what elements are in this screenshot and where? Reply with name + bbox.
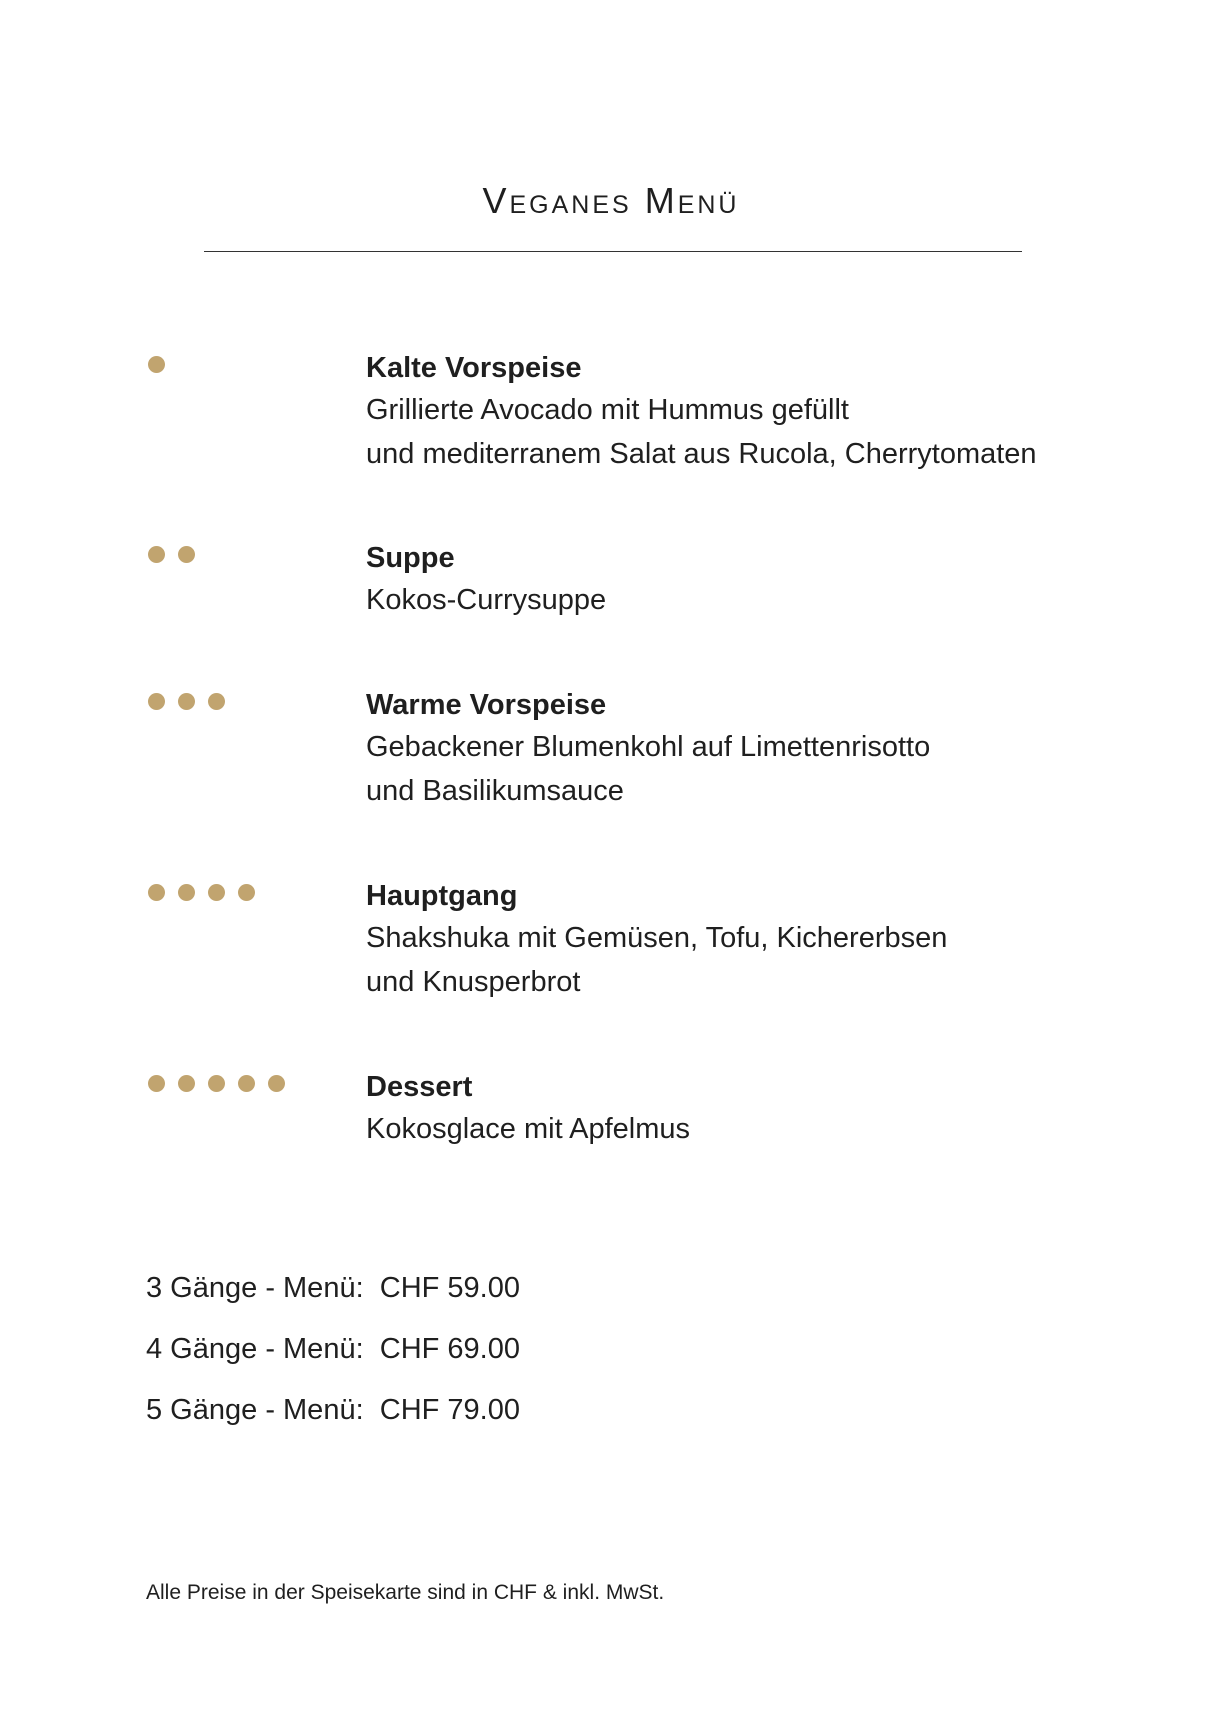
course-dots (148, 884, 255, 901)
dot-icon (238, 1075, 255, 1092)
dot-icon (178, 884, 195, 901)
price-value: CHF 69.00 (379, 1333, 520, 1365)
price-label: 5 Gänge - Menü: (146, 1394, 364, 1426)
course-name: Suppe (366, 542, 455, 574)
price-value: CHF 59.00 (379, 1272, 520, 1304)
price-label: 3 Gänge - Menü: (146, 1272, 364, 1304)
course-description-line: und Basilikumsauce (366, 775, 624, 807)
course-description-line: Kokosglace mit Apfelmus (366, 1113, 690, 1145)
dot-icon (148, 546, 165, 563)
course-dots (148, 693, 225, 710)
title-divider (204, 251, 1022, 252)
course-name: Dessert (366, 1071, 473, 1103)
course-description-line: Shakshuka mit Gemüsen, Tofu, Kichererbsen (366, 922, 948, 954)
menu-title: Veganes Menü (482, 180, 740, 221)
course-dots (148, 356, 165, 373)
price-row (146, 1268, 520, 1329)
dot-icon (148, 693, 165, 710)
price-list (146, 1268, 520, 1451)
course-name: Hauptgang (366, 880, 518, 912)
course-description-line: Gebackener Blumenkohl auf Limettenrisotto (366, 731, 931, 763)
dot-icon (268, 1075, 285, 1092)
dot-icon (178, 1075, 195, 1092)
course-name: Warme Vorspeise (366, 689, 607, 721)
course-description-line: Kokos-Currysuppe (366, 584, 607, 616)
course-description-line: Grillierte Avocado mit Hummus gefüllt (366, 394, 849, 426)
dot-icon (178, 693, 195, 710)
dot-icon (238, 884, 255, 901)
dot-icon (148, 356, 165, 373)
dot-icon (208, 693, 225, 710)
course-description-line: und Knusperbrot (366, 966, 581, 998)
course-description-line: und mediterranem Salat aus Rucola, Cherrytomaten (366, 438, 1037, 470)
course-name: Kalte Vorspeise (366, 352, 582, 384)
dot-icon (208, 1075, 225, 1092)
price-label: 4 Gänge - Menü: (146, 1333, 364, 1365)
dot-icon (208, 884, 225, 901)
price-row (146, 1329, 520, 1390)
price-footnote: Alle Preise in der Speisekarte sind in CHF & inkl. MwSt. (146, 1581, 665, 1604)
course-dots (148, 546, 195, 563)
dot-icon (178, 546, 195, 563)
price-value: CHF 79.00 (379, 1394, 520, 1426)
course-dots (148, 1075, 285, 1092)
dot-icon (148, 884, 165, 901)
price-row (146, 1390, 520, 1451)
dot-icon (148, 1075, 165, 1092)
